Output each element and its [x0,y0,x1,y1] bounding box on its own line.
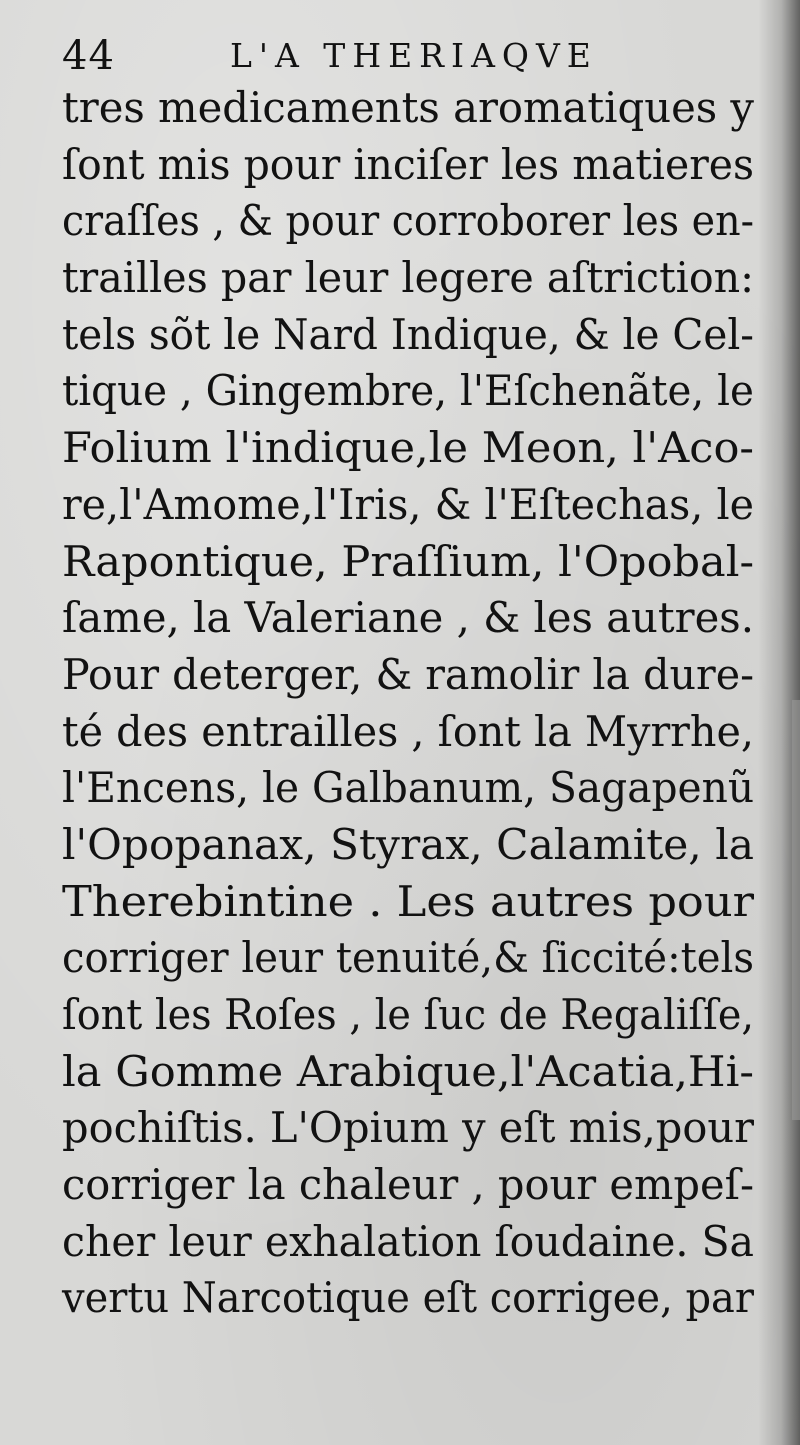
text-line-content: la Gomme Arabique,l'Acatia,Hi- [62,1046,754,1096]
text-line-content: l'Opopanax, Styrax, Calamite, la [62,819,754,869]
text-line-content: re,l'Amome,l'Iris, & l'Eſtechas, le [62,479,754,529]
text-line [62,1157,762,1214]
text-line [62,307,762,364]
text-line-content: corriger leur tenuité,& ſiccité:tels [62,933,755,983]
text-line-content: corriger la chaleur , pour empeſ- [62,1160,755,1210]
text-line-content: ſont mis pour inciſer les matieres [62,139,755,189]
text-line [62,534,762,591]
text-body [62,80,762,1327]
text-line [62,647,762,704]
text-line [62,874,762,931]
text-line-content: vertu Narcotique eſt corrigee, par [62,1273,754,1323]
text-line [62,477,762,534]
text-line [62,987,762,1044]
text-line-content: cher leur exhalation ſoudaine. Sa [62,1216,755,1266]
page-number: 44 [62,33,115,79]
text-line-content: trailles par leur legere aſtriction: [62,253,755,303]
text-line-content: ſame, la Valeriane , & les autres. [62,593,754,643]
text-line [62,704,762,761]
text-line-content: tres medicaments aromatiques y [62,83,754,132]
text-line-content: té des entrailles , ſont la Myrrhe, [62,706,754,756]
text-line [62,420,762,477]
text-line-content: l'Encens, le Galbanum, Sagapenũ [62,763,755,813]
text-line [62,1100,762,1157]
text-line [62,193,762,250]
running-title: L'A THERIAQVE [230,36,598,75]
text-line [62,930,762,987]
running-head [62,26,752,86]
text-line [62,1214,762,1271]
text-line [62,760,762,817]
text-line [62,590,762,647]
text-line [62,1270,762,1327]
text-line-content: craſſes , & pour corroborer les en- [62,196,754,246]
text-line-content: ſont les Roſes , le ſuc de Regaliſſe, [62,990,755,1039]
text-line [62,137,762,194]
text-line-content: Folium l'indique,le Meon, l'Aco- [62,423,754,473]
text-line [62,250,762,307]
text-line [62,817,762,874]
text-line-content: Therebintine . Les autres pour [62,876,754,926]
text-line-content: tels sõt le Nard Indique, & le Cel- [62,309,755,359]
text-line-content: Rapontique, Praſſium, l'Opobal- [62,536,755,586]
text-line-content: tique , Gingembre, l'Eſchenãte, le [62,366,754,416]
text-line-content: Pour deterger, & ramolir la dure- [62,649,755,699]
text-line [62,1044,762,1101]
text-line-content: pochiſtis. L'Opium y eſt mis,pour [62,1103,754,1153]
text-line [62,80,762,137]
text-line [62,363,762,420]
page-edge [792,700,800,1120]
